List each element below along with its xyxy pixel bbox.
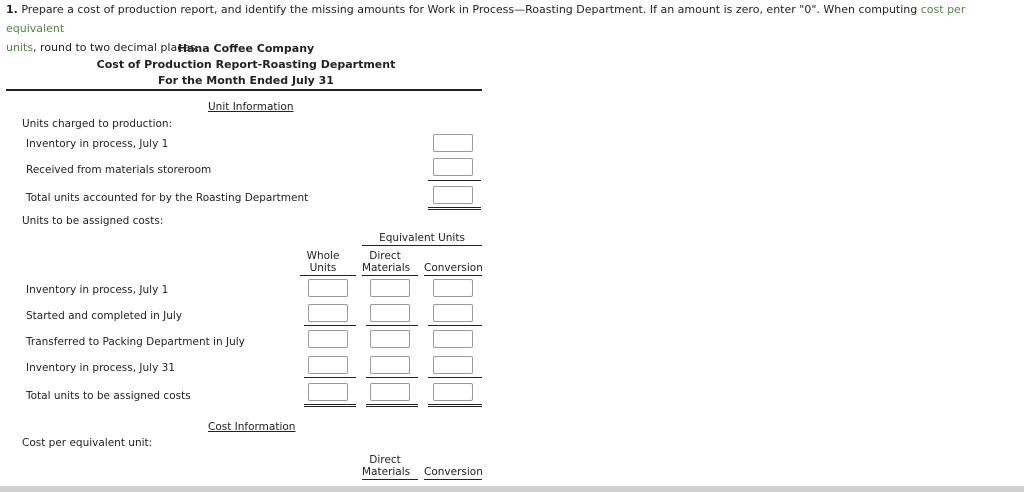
cost-dm-heading-1: Direct: [369, 454, 401, 466]
subtotal-rule: [366, 377, 418, 378]
inv-july31-conv-input[interactable]: [433, 356, 473, 374]
total-rule-2: [366, 406, 418, 407]
started-completed-dm-input[interactable]: [370, 304, 410, 322]
cost-conversion-heading: Conversion: [424, 466, 483, 478]
units-assigned-label: Units to be assigned costs:: [22, 215, 164, 227]
started-completed-whole-input[interactable]: [308, 304, 348, 322]
started-completed-conv-input[interactable]: [433, 304, 473, 322]
inventory-july1-units-input[interactable]: [433, 134, 473, 152]
equivalent-units-heading: Equivalent Units: [379, 232, 465, 244]
company-name: Hana Coffee Company: [177, 42, 315, 55]
subtotal-rule: [304, 325, 356, 326]
equiv-row-label: Transferred to Packing Department in July: [26, 336, 245, 348]
equiv-row-label: Started and completed in July: [26, 310, 183, 322]
total-rule-1: [428, 207, 481, 208]
units-link[interactable]: units: [6, 41, 34, 54]
total-assigned-conv-input[interactable]: [433, 383, 473, 401]
cost-conv-col-rule: [424, 479, 482, 480]
total-rule-1: [428, 404, 482, 405]
instructions-text: Prepare a cost of production report, and identify the missing amounts for Work in Process—Roasting Department. If an amount is zero, enter "0". When computing: [21, 3, 918, 16]
equiv-heading-rule: [362, 245, 482, 246]
inv-july1-whole-input[interactable]: [308, 279, 348, 297]
subtotal-rule: [304, 377, 356, 378]
conversion-heading: Conversion: [424, 262, 483, 274]
received-storeroom-units-input[interactable]: [433, 158, 473, 176]
unit-row-label: Total units accounted for by the Roasting Department: [26, 192, 309, 204]
question-number: 1.: [6, 3, 18, 16]
total-rule-2: [428, 209, 481, 210]
equiv-row-label: Inventory in process, July 1: [26, 284, 169, 296]
total-rule-1: [304, 404, 356, 405]
total-units-accounted-input[interactable]: [433, 186, 473, 204]
report-period: For the Month Ended July 31: [158, 74, 334, 87]
total-rule-1: [366, 404, 418, 405]
dm-col-rule: [362, 275, 418, 276]
conv-col-rule: [424, 275, 482, 276]
unit-row-label: Received from materials storeroom: [26, 164, 212, 176]
subtotal-rule: [366, 325, 418, 326]
transferred-conv-input[interactable]: [433, 330, 473, 348]
inv-july1-conv-input[interactable]: [433, 279, 473, 297]
instructions-text-end: , round to two decimal places.: [33, 41, 200, 54]
inv-july31-dm-input[interactable]: [370, 356, 410, 374]
cost-dm-heading-2: Materials: [362, 466, 411, 478]
total-assigned-whole-input[interactable]: [308, 383, 348, 401]
subtotal-rule: [428, 325, 482, 326]
equiv-row-label: Total units to be assigned costs: [26, 390, 191, 402]
transferred-whole-input[interactable]: [308, 330, 348, 348]
cpeu-link[interactable]: cost per equivalent: [6, 3, 966, 35]
inv-july31-whole-input[interactable]: [308, 356, 348, 374]
direct-materials-heading-1: Direct: [369, 250, 401, 262]
cost-info-heading: Cost Information: [208, 421, 296, 433]
whole-col-rule: [300, 275, 356, 276]
equiv-row-label: Inventory in process, July 31: [26, 362, 176, 374]
subtotal-rule: [428, 180, 481, 181]
horizontal-scrollbar[interactable]: [0, 486, 1024, 492]
cpeu-label: Cost per equivalent unit:: [22, 437, 153, 449]
total-rule-2: [428, 406, 482, 407]
unit-row-label: Inventory in process, July 1: [26, 138, 169, 150]
report-title: Cost of Production Report-Roasting Department: [96, 58, 396, 71]
units-charged-label: Units charged to production:: [22, 118, 173, 130]
whole-units-heading-2: Units: [309, 262, 337, 274]
total-assigned-dm-input[interactable]: [370, 383, 410, 401]
total-rule-2: [304, 406, 356, 407]
inv-july1-dm-input[interactable]: [370, 279, 410, 297]
header-rule: [6, 89, 482, 91]
whole-units-heading-1: Whole: [306, 250, 340, 262]
cost-dm-col-rule: [362, 479, 418, 480]
direct-materials-heading-2: Materials: [362, 262, 411, 274]
subtotal-rule: [428, 377, 482, 378]
transferred-dm-input[interactable]: [370, 330, 410, 348]
unit-info-heading: Unit Information: [208, 101, 294, 113]
